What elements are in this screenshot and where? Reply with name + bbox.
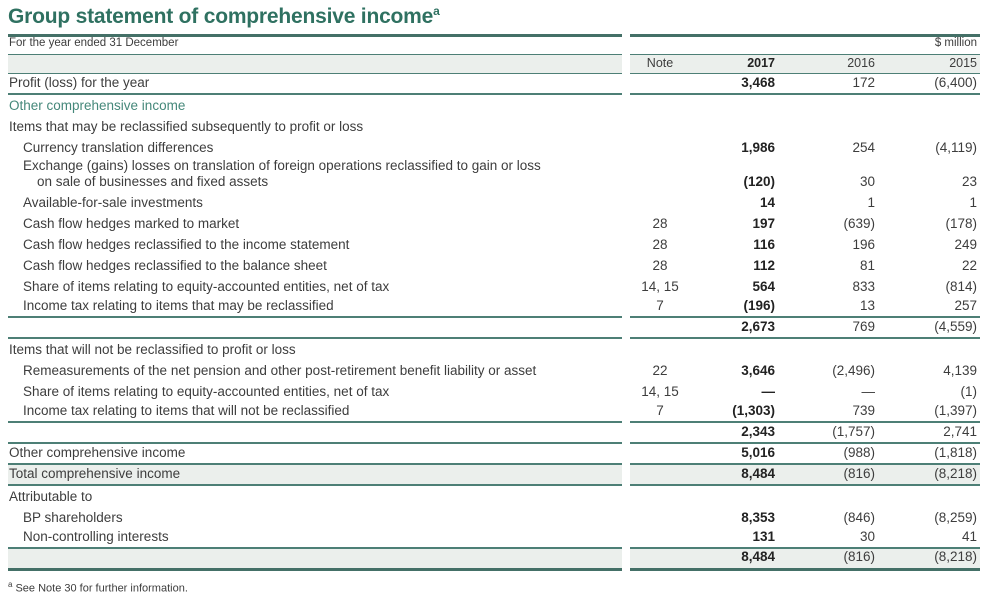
row-label-line1: Share of items relating to equity-accounted entities, net of tax [23, 383, 390, 399]
value-2017: 2,673 [690, 318, 775, 339]
note-cell [630, 192, 690, 213]
statement-table [8, 34, 980, 571]
row-label [8, 381, 622, 402]
table-row [8, 360, 980, 381]
note-cell [630, 486, 690, 507]
value-2017 [690, 339, 775, 360]
row-label [8, 549, 622, 571]
value-2016: 254 [852, 139, 875, 155]
value-2015: (1) [960, 383, 977, 399]
column-gap [622, 255, 630, 276]
value-2016: (1,757) [775, 423, 875, 444]
row-label-line1: Other comprehensive income [9, 97, 186, 113]
row-label [8, 507, 622, 528]
value-2016 [775, 95, 875, 116]
value-2015: (8,218) [875, 465, 980, 486]
value-2015: (814) [945, 278, 977, 294]
row-label-line1: Cash flow hedges reclassified to the balance sheet [23, 257, 327, 273]
row-label-line1: Cash flow hedges marked to market [23, 215, 240, 231]
note-header-spacer [630, 34, 690, 55]
column-gap [622, 297, 630, 318]
row-label [8, 444, 622, 465]
row-label-line1: Share of items relating to equity-accounted entities, net of tax [23, 278, 390, 294]
table-row [8, 95, 980, 116]
value-2016: 196 [852, 236, 875, 252]
column-gap [622, 444, 630, 465]
header-label-spacer [8, 55, 622, 74]
unit-spacer [775, 34, 875, 55]
table-row [8, 423, 980, 444]
note-cell: 14, 15 [641, 278, 679, 294]
value-2016: 769 [775, 318, 875, 339]
value-2017: 197 [752, 215, 775, 231]
column-gap [622, 402, 630, 423]
table-row [8, 402, 980, 423]
value-2017: 8,353 [741, 509, 775, 525]
value-2017: 564 [752, 278, 775, 294]
note-cell [630, 528, 690, 549]
value-2017: 112 [753, 257, 775, 273]
row-label [8, 234, 622, 255]
table-body [8, 74, 980, 571]
value-2017: 116 [753, 236, 775, 252]
value-2016: (846) [843, 509, 875, 525]
value-2015 [875, 486, 980, 507]
value-2017: 1,986 [741, 139, 775, 155]
column-gap [622, 486, 630, 507]
table-row [8, 297, 980, 318]
value-2016: 1 [867, 194, 875, 210]
table-row [8, 213, 980, 234]
value-2017: 14 [759, 194, 775, 210]
year-column-header-2017: 2017 [690, 55, 775, 74]
value-2015: 1 [969, 194, 977, 210]
value-2017: 3,646 [741, 362, 775, 378]
column-gap [622, 74, 630, 95]
note-cell [630, 339, 690, 360]
footnote-marker: a [8, 579, 13, 589]
table-row [8, 444, 980, 465]
note-cell: 28 [652, 215, 668, 231]
value-2015: 257 [875, 297, 980, 318]
note-cell [630, 423, 690, 444]
page-title: Group statement of comprehensive income$^a$ [8, 4, 440, 28]
table-row [8, 234, 980, 255]
note-cell: 22 [652, 362, 668, 378]
column-gap [622, 549, 630, 571]
row-label [8, 74, 622, 95]
row-label [8, 318, 622, 339]
note-cell [630, 137, 690, 158]
column-gap [622, 381, 630, 402]
period-label: For the year ended 31 December [8, 34, 622, 55]
value-2015: 22 [961, 257, 977, 273]
value-2017: (120) [743, 173, 775, 189]
row-label [8, 158, 622, 192]
table-row [8, 465, 980, 486]
value-2015: (8,259) [934, 509, 977, 525]
row-label [8, 255, 622, 276]
value-2015: 41 [875, 528, 980, 549]
note-cell [630, 507, 690, 528]
title-footnote-marker: a [433, 4, 440, 18]
value-2017: 8,484 [690, 465, 775, 486]
column-gap [622, 234, 630, 255]
value-2015: (1,397) [875, 402, 980, 423]
table-row [8, 255, 980, 276]
value-2015: (8,218) [875, 549, 980, 571]
value-2015 [875, 116, 980, 137]
row-label [8, 297, 622, 318]
table-row [8, 74, 980, 95]
row-label [8, 402, 622, 423]
column-gap [622, 528, 630, 549]
value-2017: 8,484 [690, 549, 775, 571]
row-label [8, 486, 622, 507]
column-gap [622, 360, 630, 381]
value-2015 [875, 95, 980, 116]
year-column-header-2016: 2016 [775, 55, 875, 74]
year-column-header-2015: 2015 [875, 55, 980, 74]
row-label [8, 339, 622, 360]
value-2017 [690, 486, 775, 507]
column-gap [622, 137, 630, 158]
row-label-line1: Attributable to [9, 488, 93, 504]
value-2015: 2,741 [875, 423, 980, 444]
value-2015: 249 [954, 236, 977, 252]
column-gap [622, 465, 630, 486]
value-2015: 4,139 [943, 362, 977, 378]
value-2016: 13 [775, 297, 875, 318]
row-label [8, 137, 622, 158]
table-row [8, 549, 980, 571]
row-label-line1: Exchange (gains) losses on translation of foreign operations reclassified to gain or loss [23, 158, 541, 174]
table-row [8, 276, 980, 297]
note-cell: 28 [652, 236, 668, 252]
row-label-line1: Non-controlling interests [23, 528, 169, 544]
row-label [8, 95, 622, 116]
row-label [8, 360, 622, 381]
value-2017: 3,468 [690, 74, 775, 95]
row-label [8, 528, 622, 549]
value-2016: 833 [852, 278, 875, 294]
value-2016: (816) [775, 465, 875, 486]
footnote [8, 580, 980, 595]
note-cell [630, 158, 690, 192]
row-label [8, 213, 622, 234]
note-cell [630, 95, 690, 116]
unit-label: $ million [875, 34, 980, 55]
row-label-line1: Other comprehensive income [9, 444, 186, 460]
value-2017: (1,303) [690, 402, 775, 423]
value-2015: (4,559) [875, 318, 980, 339]
value-2017: — [761, 383, 775, 399]
column-gap [622, 318, 630, 339]
row-label-line1: Items that may be reclassified subsequently to profit or loss [9, 118, 364, 134]
row-label-line1: Profit (loss) for the year [9, 74, 150, 90]
value-2017: (196) [690, 297, 775, 318]
note-column-header: Note [630, 55, 690, 74]
table-period-row [8, 34, 980, 55]
column-gap [622, 507, 630, 528]
column-gap [622, 55, 630, 74]
row-label [8, 192, 622, 213]
row-label-line1: Currency translation differences [23, 139, 214, 155]
table-row [8, 192, 980, 213]
value-2015: (1,818) [875, 444, 980, 465]
value-2016: 30 [775, 528, 875, 549]
row-label-line1: Cash flow hedges reclassified to the income statement [23, 236, 350, 252]
value-2016: 172 [775, 74, 875, 95]
value-2016: 30 [859, 173, 875, 189]
note-cell [630, 465, 690, 486]
value-2016: 81 [859, 257, 875, 273]
row-label-line1: Remeasurements of the net pension and other post-retirement benefit liability or asset [23, 362, 537, 378]
value-2016: (988) [775, 444, 875, 465]
table-row [8, 137, 980, 158]
note-cell [630, 549, 690, 571]
note-cell [630, 444, 690, 465]
row-label-line1: Available-for-sale investments [23, 194, 203, 210]
unit-spacer [690, 34, 775, 55]
note-cell: 7 [630, 297, 690, 318]
value-2016 [775, 339, 875, 360]
column-gap [622, 423, 630, 444]
table-row [8, 528, 980, 549]
row-label [8, 423, 622, 444]
row-label-line1: Income tax relating to items that may be reclassified [23, 297, 334, 313]
row-label-line1: Items that will not be reclassified to profit or loss [9, 341, 296, 357]
column-gap [622, 213, 630, 234]
row-label [8, 276, 622, 297]
value-2017: 131 [690, 528, 775, 549]
column-gap [622, 95, 630, 116]
note-cell [630, 116, 690, 137]
value-2015: (4,119) [935, 139, 977, 155]
note-cell: 7 [630, 402, 690, 423]
row-label-line2: on sale of businesses and fixed assets [37, 173, 269, 189]
value-2015: (178) [945, 215, 977, 231]
value-2015: (6,400) [875, 74, 980, 95]
value-2016: — [861, 383, 875, 399]
note-cell [630, 318, 690, 339]
note-cell: 14, 15 [641, 383, 679, 399]
value-2017 [690, 116, 775, 137]
column-gap [622, 276, 630, 297]
note-cell: 28 [652, 257, 668, 273]
note-cell [630, 74, 690, 95]
column-gap [622, 158, 630, 192]
value-2015: 23 [961, 173, 977, 189]
table-row [8, 486, 980, 507]
table-row [8, 158, 980, 192]
column-gap [622, 34, 630, 55]
value-2017 [690, 95, 775, 116]
table-row [8, 116, 980, 137]
value-2017: 2,343 [690, 423, 775, 444]
value-2016: (639) [843, 215, 875, 231]
column-gap [622, 192, 630, 213]
column-gap [622, 116, 630, 137]
value-2016: 739 [775, 402, 875, 423]
value-2016 [775, 116, 875, 137]
row-label [8, 116, 622, 137]
value-2016 [775, 486, 875, 507]
table-row [8, 381, 980, 402]
value-2017: 5,016 [690, 444, 775, 465]
value-2016: (816) [775, 549, 875, 571]
value-2016: (2,496) [832, 362, 875, 378]
row-label-line1: BP shareholders [23, 509, 123, 525]
footnote-text: See Note 30 for further information. [15, 582, 188, 595]
row-label-line1: Total comprehensive income [9, 465, 181, 481]
row-label [8, 465, 622, 486]
value-2015 [875, 339, 980, 360]
row-label-line1: Income tax relating to items that will not be reclassified [23, 402, 350, 418]
table-row [8, 339, 980, 360]
table-row [8, 507, 980, 528]
table-header-row [8, 55, 980, 74]
column-gap [622, 339, 630, 360]
table-row [8, 318, 980, 339]
